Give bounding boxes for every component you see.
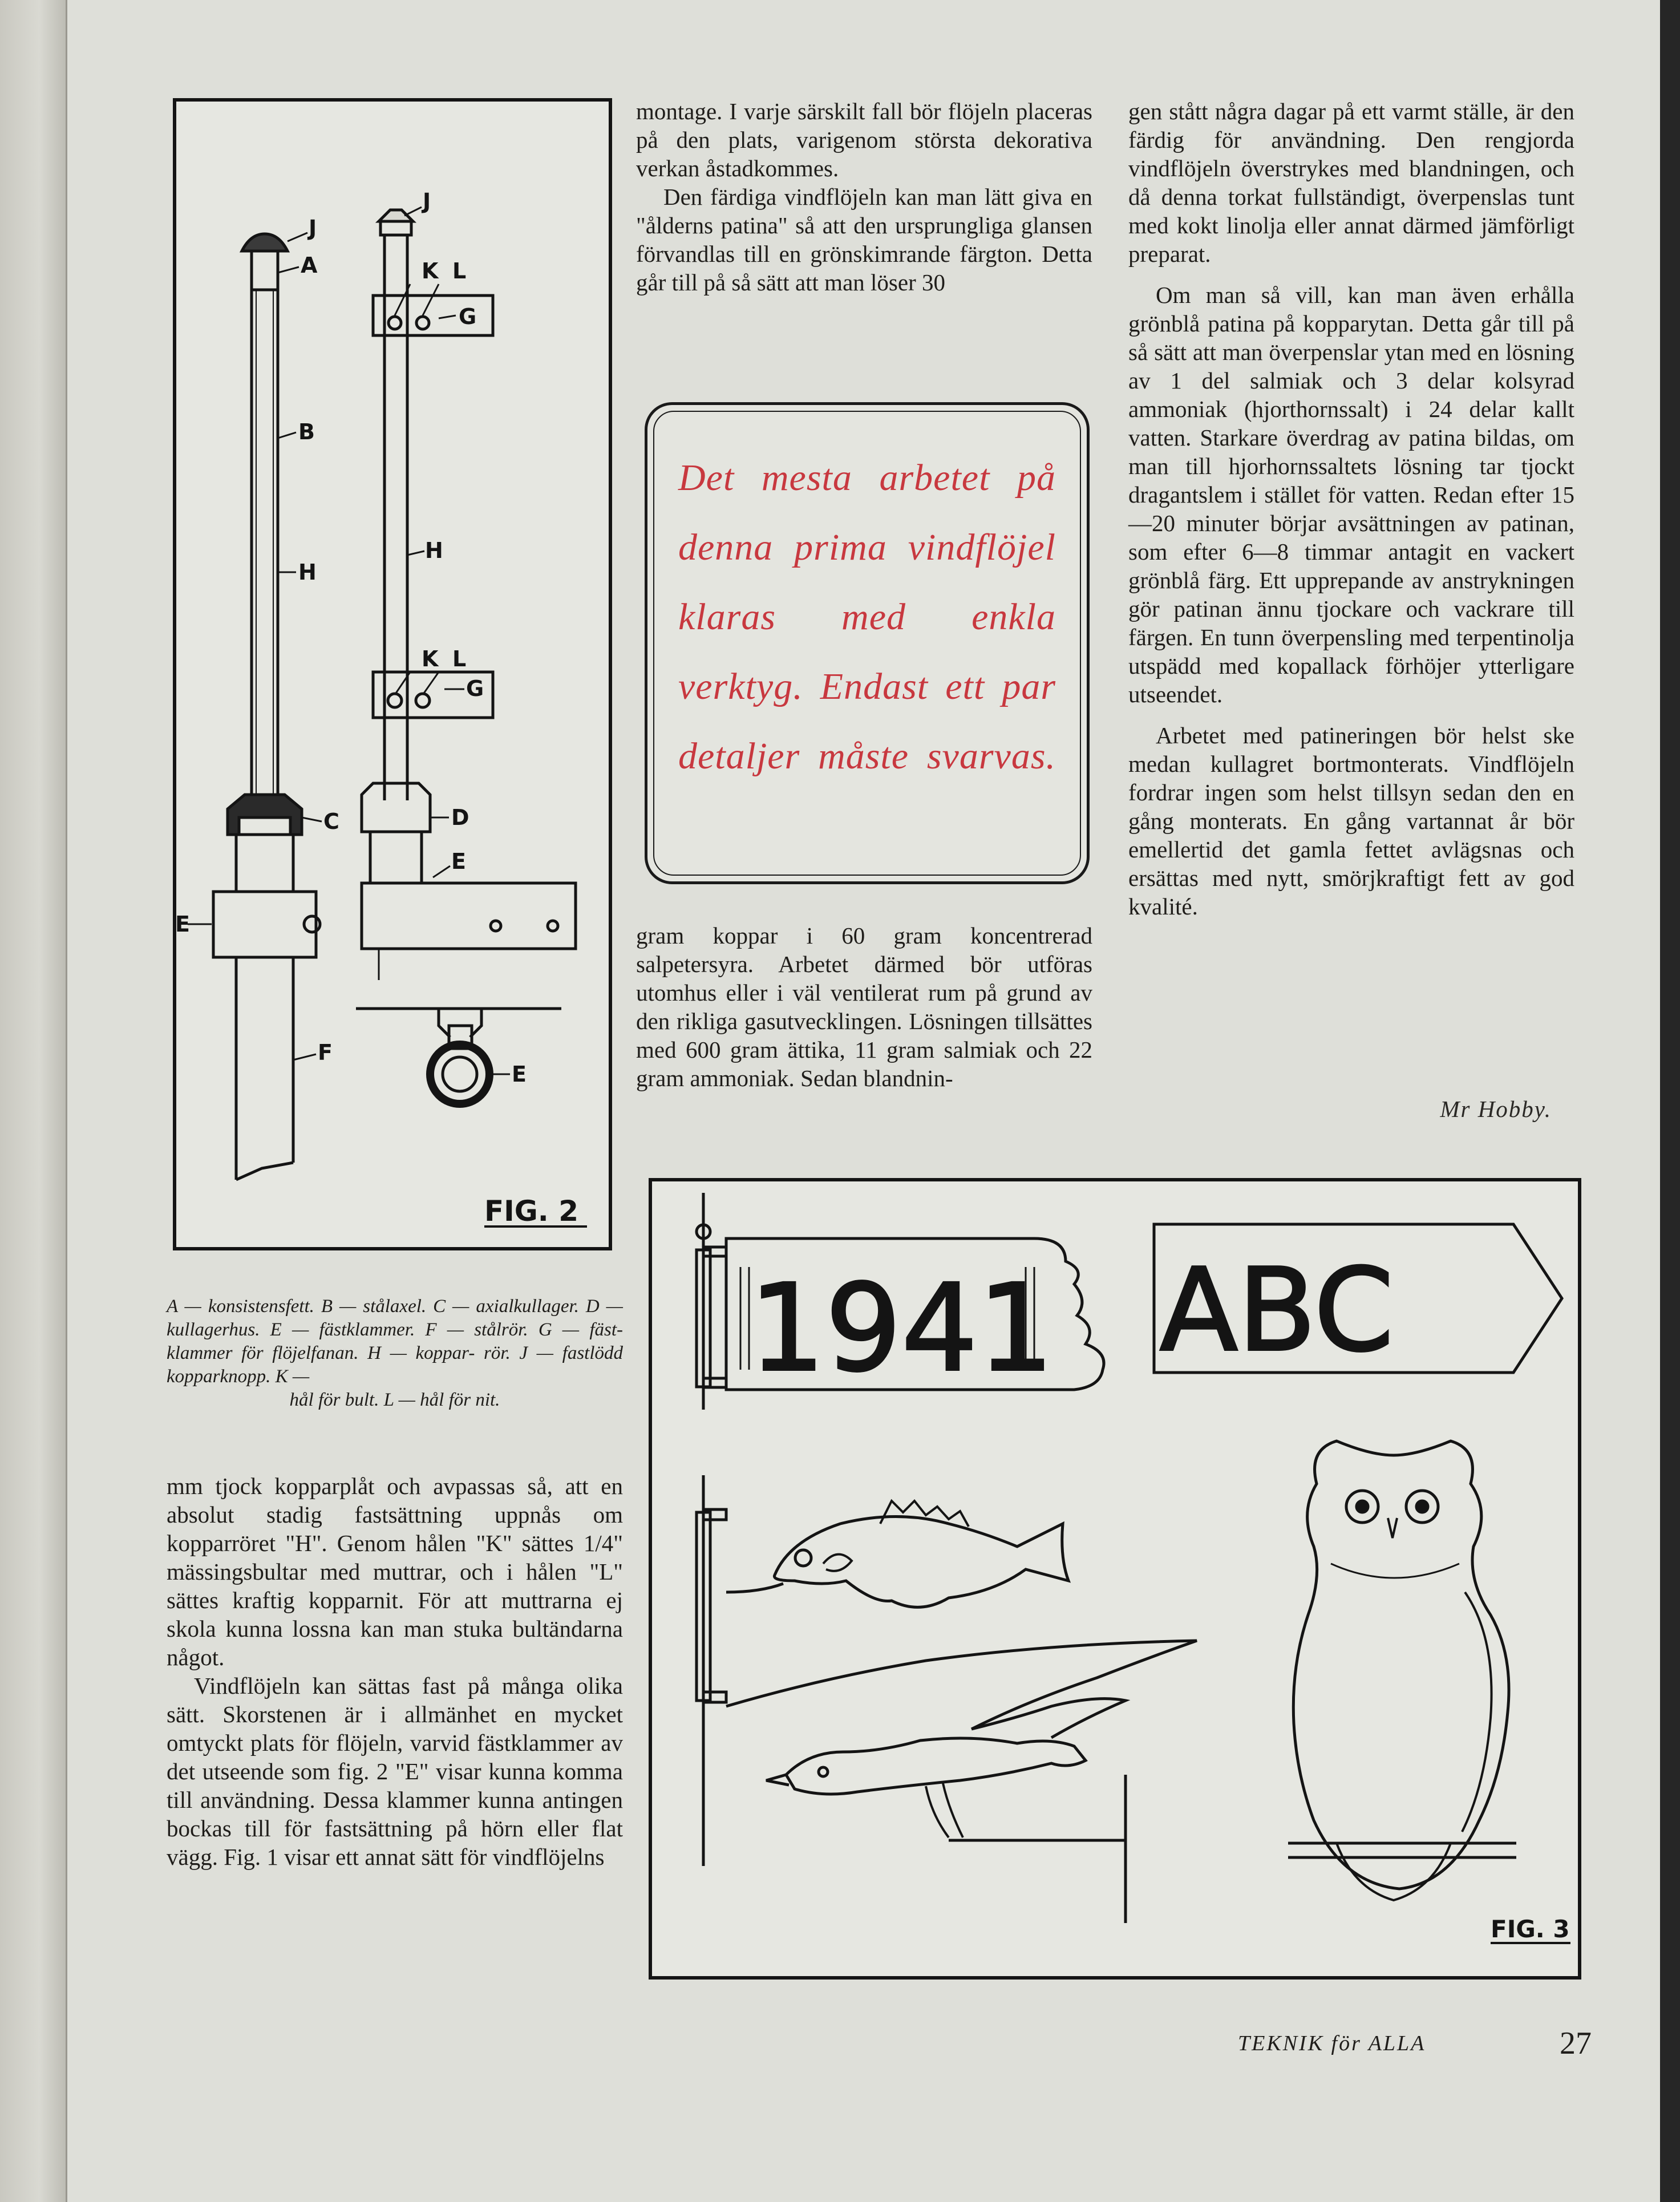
- owl-eye-left-pupil: [1357, 1501, 1368, 1512]
- magazine-name: TEKNIK för ALLA: [1238, 2031, 1426, 2055]
- clamp-detail-strap: [439, 1009, 481, 1037]
- owl-chest: [1331, 1564, 1459, 1578]
- fish-fins: [880, 1501, 969, 1527]
- figure-3-frame: [649, 1178, 1581, 1980]
- column-middle-top: [636, 97, 1092, 297]
- paragraph: gram koppar i 60 gram koncentrerad salpetersyra. Arbetet därmed bör utföras utomhus eller i väl ventilerat rum på grund av den rikliga gasutvecklingen. Lösningen tillsättes med 600 gram ättika, 11 gram salmiak och 22 gram ammoniak. Sedan blandnin-: [636, 922, 1092, 1091]
- caption-line: rör. J — fastlödd kopparknopp. K —: [167, 1343, 623, 1387]
- leader-arrows: [188, 207, 510, 1074]
- label-j-right: J: [423, 189, 431, 214]
- left-knob: [242, 234, 288, 251]
- pull-quote-box: [645, 402, 1090, 884]
- label-e-detail: E: [512, 1062, 527, 1087]
- page-number: 27: [1560, 2026, 1592, 2061]
- left-axle-top: [252, 251, 278, 290]
- column-right: [1128, 97, 1574, 921]
- owl-beak: [1388, 1518, 1397, 1538]
- caption-line: fästklammer. F — stålrör. G — fäst-: [319, 1319, 623, 1340]
- sign-abc-text: ABC: [1160, 1244, 1394, 1377]
- right-clamp-e: [362, 883, 576, 949]
- label-h-left: H: [298, 560, 317, 585]
- page-footer: [1238, 2025, 1592, 2059]
- pull-quote-text: Det mesta arbetet på denna prima vindflöjel klaras med enkla verktyg. Endast ett par detaljer måste svarvas.: [653, 411, 1081, 876]
- left-clamp-hole: [304, 916, 320, 932]
- label-h-right: H: [425, 538, 443, 563]
- sign-1941-text: 1941: [749, 1258, 1054, 1398]
- scan-edge: [1660, 0, 1680, 2202]
- owl-body: [1293, 1441, 1509, 1889]
- figure-2-caption: [167, 1295, 623, 1412]
- column-left: [167, 1472, 623, 1871]
- clamp-detail-ring: [430, 1045, 489, 1104]
- paragraph: gen stått några dagar på ett varmt ställe, är den färdig för användning. Den rengjorda vindflöjeln överstrykes med blandningen, och då denna torkat fullständigt, överpenslas tunt med kokt linolja eller annat därmed jämförligt preparat.: [1128, 98, 1574, 267]
- label-g-lower: G: [466, 676, 484, 701]
- label-k-upper: K: [422, 258, 439, 284]
- right-bearing-housing: [362, 783, 430, 832]
- pole-1-clip-top: [703, 1247, 726, 1256]
- bird-beak: [766, 1775, 789, 1785]
- label-l-lower: L: [452, 646, 467, 671]
- hole-k-lower: [388, 694, 402, 707]
- previous-page-edge: [0, 0, 67, 2202]
- hole-l-lower: [416, 694, 430, 707]
- label-g-upper: G: [459, 304, 477, 329]
- clamp-detail-ring-inner: [443, 1057, 477, 1091]
- label-c: C: [323, 809, 339, 834]
- fig2-label: FIG. 2: [484, 1195, 578, 1228]
- right-knob: [379, 210, 413, 221]
- left-clamp-e: [213, 892, 316, 957]
- caption-line: axialkullager. D — kullagerhus. E —: [167, 1296, 624, 1340]
- fish-body: [774, 1517, 1068, 1608]
- author-signature: Mr Hobby.: [1440, 1096, 1552, 1122]
- label-j-left: J: [309, 216, 317, 241]
- fish-eye: [795, 1550, 811, 1566]
- right-lower-tube: [370, 832, 422, 883]
- paragraph: Den färdiga vindflöjeln kan man lätt giva en "ålderns patina" så att den ursprungliga glansen förvandlas till en grönskimrande färgton. Detta går till på så sätt att man löser 30: [636, 184, 1092, 296]
- figure-2-drawing: [176, 102, 609, 1247]
- owl-wing: [1462, 1592, 1492, 1832]
- label-k-lower: K: [422, 646, 439, 671]
- bird-eye: [819, 1767, 828, 1776]
- bird-body: [786, 1738, 1086, 1794]
- paragraph: Om man så vill, kan man även erhålla grönblå patina på kopparytan. Detta går till på så sätt att man överpenslar ytan med en lösning av 1 del salmiak och 3 delar kolsyrad ammoniak (hjorthornssalt) i 24 delar kallt vatten. Starkare överdrag av patina bildas, om man till hjorhornssaltets lösning tar tjockt dragantslem i stället för vatten. Redan efter 15—20 minuter börjar avsättningen av patinan, som efter 6—8 timmar antagit en vackert grönblå färg. Ett upprepande av anstrykningen gör patinan ännu tjockare och vackrare till färgen. En tunn överpensling med terpentinolja utspädd med kopallack förhöjer ytterligare utseendet.: [1128, 282, 1574, 707]
- pole-1-clip-bottom: [703, 1378, 726, 1387]
- figure-3-drawing: [652, 1181, 1578, 1976]
- bird-bracket: [949, 1775, 1126, 1923]
- caption-line: A — konsistensfett. B — stålaxel. C —: [167, 1296, 469, 1317]
- hole-l-upper: [416, 317, 429, 329]
- label-a: A: [301, 253, 318, 278]
- bird-legs: [926, 1783, 963, 1837]
- paragraph: Arbetet med patineringen bör helst ske medan kullagret bortmonterats. Vindflöjeln fordrar ingen som helst tillsyn sedan den en gång monterats. En gång vartannat år bör emellertid det gamla fettet avlägsnas och ersättas med nytt, smörjkraftigt fett av god kvalité.: [1128, 722, 1574, 920]
- right-cap: [380, 221, 411, 235]
- caption-line: hål för bult. L — hål för nit.: [289, 1390, 500, 1410]
- paragraph: mm tjock kopparplåt och avpassas så, att en absolut stadig fastsättning uppnås om kopparröret "H". Genom hålen "K" sättes 1/4" mässingsbultar med muttrar, och i hålen "L" sättes kraftig kopparnit. För att muttrarna ej skola kunna lossna kan man stuka bultändarna något.: [167, 1473, 623, 1670]
- left-pipe-break: [236, 1163, 293, 1180]
- left-lower-tube: [236, 835, 293, 892]
- hole-k-upper: [388, 317, 401, 329]
- fish-gill: [823, 1555, 852, 1571]
- fig3-label: FIG. 3: [1491, 1915, 1570, 1943]
- paragraph: Vindflöjeln kan sättas fast på många olika sätt. Skorstenen är i allmänhet en mycket omtyckt plats för flöjeln, varvid fästklammer av det utseende som fig. 2 "E" visar kunna komma till användning. Dessa klammer kunna antingen bockas till för fastsättning på hörn eller flat vägg. Fig. 1 visar ett annat sätt för vindflöjelns: [167, 1673, 623, 1870]
- label-b: B: [298, 419, 315, 444]
- label-e-right: E: [451, 849, 466, 874]
- label-e-left: E: [176, 912, 190, 937]
- clamp-hole-2: [548, 921, 558, 931]
- fish-mouth-bracket: [726, 1584, 783, 1592]
- paragraph: montage. I varje särskilt fall bör flöjeln placeras på den plats, varigenom största dekorativa verkan åstadkommes.: [636, 98, 1092, 181]
- owl-eye-right-pupil: [1416, 1501, 1428, 1512]
- clamp-hole-1: [491, 921, 501, 931]
- figure-2-frame: [173, 98, 612, 1250]
- column-middle-bottom: [636, 921, 1092, 1092]
- label-d: D: [451, 805, 469, 830]
- bird-wing-upper: [726, 1641, 1197, 1729]
- label-l-upper: L: [452, 258, 467, 284]
- caption-line: klammer för flöjelfanan. H — koppar-: [167, 1343, 475, 1363]
- label-f: F: [318, 1040, 333, 1065]
- left-bearing: [228, 795, 302, 835]
